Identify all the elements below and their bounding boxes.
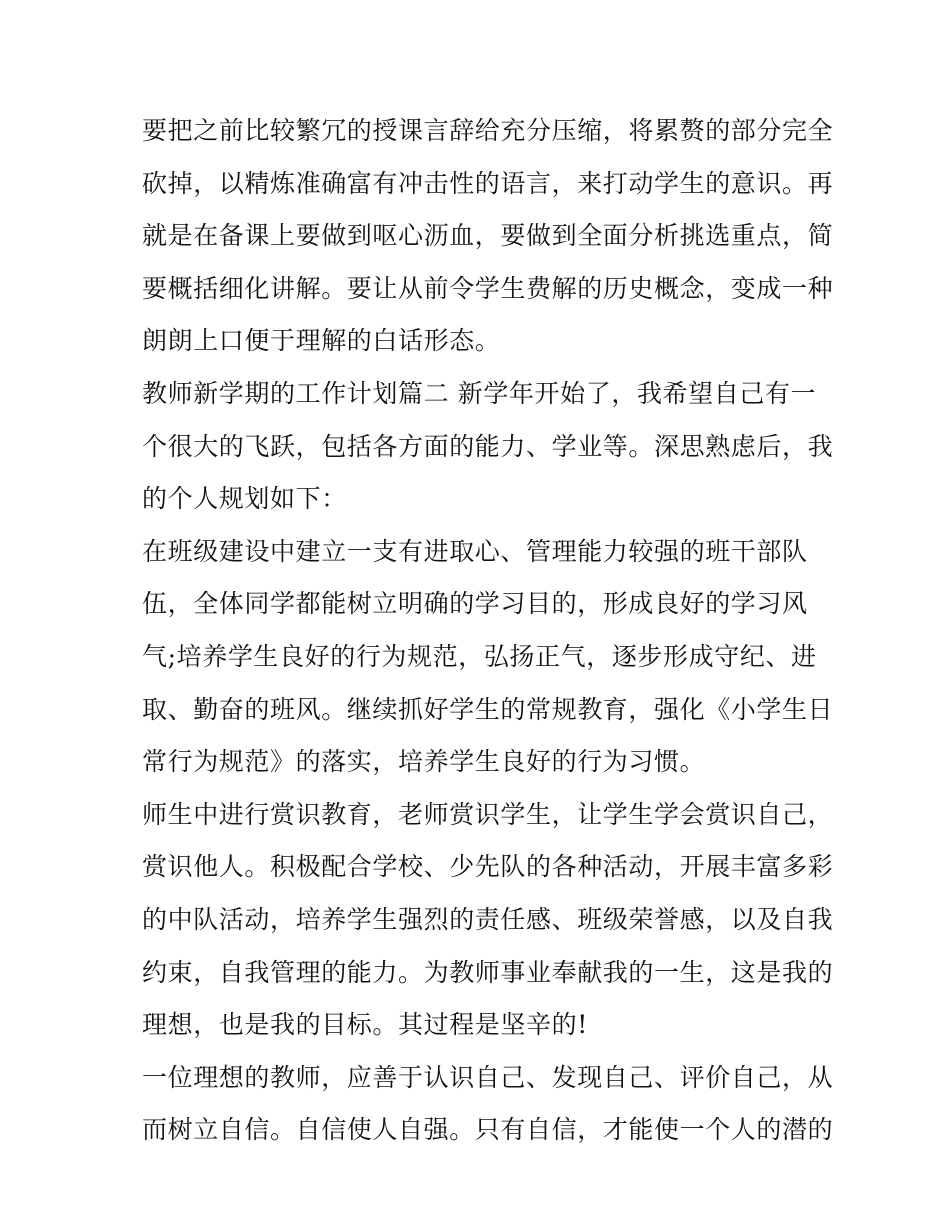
text-line: 伍，全体同学都能树立明确的学习目的，形成良好的学习风	[142, 589, 808, 619]
text-line: 的个人规划如下：	[142, 484, 347, 514]
text-line: 理想，也是我的目标。其过程是坚辛的!	[142, 1010, 588, 1040]
text-line: 而树立自信。自信使人自强。只有自信，才能使一个人的潜的	[142, 1115, 834, 1145]
text-line: 气;培养学生良好的行为规范，弘扬正气，逐步形成守纪、进	[142, 641, 817, 671]
text-line: 约束，自我管理的能力。为教师事业奉献我的一生，这是我的	[142, 957, 834, 987]
text-line: 教师新学期的工作计划篇二 新学年开始了，我希望自己有一	[142, 378, 817, 408]
text-line: 朗朗上口便于理解的白话形态。	[142, 326, 501, 356]
text-line: 在班级建设中建立一支有进取心、管理能力较强的班干部队	[142, 536, 808, 566]
document-body	[142, 105, 834, 1157]
text-line: 要把之前比较繁冗的授课言辞给充分压缩，将累赘的部分完全	[142, 116, 834, 145]
text-line: 赏识他人。积极配合学校、少先队的各种活动，开展丰富多彩	[142, 852, 834, 882]
text-line: 砍掉，以精炼准确富有冲击性的语言，来打动学生的意识。再	[142, 168, 834, 198]
text-line: 一位理想的教师，应善于认识自己、发现自己、评价自己，从	[142, 1062, 834, 1092]
text-line: 常行为规范》的落实，培养学生良好的行为习惯。	[142, 747, 706, 777]
text-line: 要概括细化讲解。要让从前令学生费解的历史概念，变成一种	[142, 273, 834, 303]
text-line: 取、勤奋的班风。继续抓好学生的常规教育，强化《小学生日	[142, 694, 834, 724]
text-line: 的中队活动，培养学生强烈的责任感、班级荣誉感，以及自我	[142, 904, 834, 934]
text-line: 师生中进行赏识教育，老师赏识学生，让学生学会赏识自己，	[142, 799, 834, 829]
text-line: 就是在备课上要做到呕心沥血，要做到全面分析挑选重点，简	[142, 221, 834, 251]
text-line: 个很大的飞跃，包括各方面的能力、学业等。深思熟虑后，我	[142, 431, 834, 461]
